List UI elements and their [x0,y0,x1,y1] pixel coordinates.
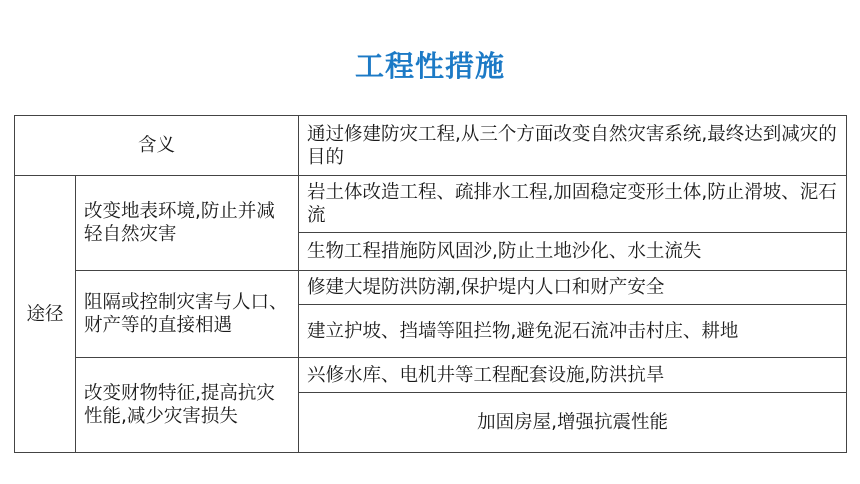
table-row [15,358,847,393]
group-name: 改变财物特征,提高抗灾性能,减少灾害损失 [76,358,299,453]
group-item: 建立护坡、挡墙等阻拦物,避免泥石流冲击村庄、耕地 [299,305,847,358]
page-title: 工程性措施 [354,49,505,83]
group-item: 加固房屋,增强抗震性能 [299,393,847,453]
group-item: 兴修水库、电机井等工程配套设施,防洪抗旱 [299,358,847,393]
measures-table [14,115,847,453]
group-name: 改变地表环境,防止并减轻自然灾害 [76,176,299,271]
table-row [15,271,847,305]
meaning-text: 通过修建防灾工程,从三个方面改变自然灾害系统,最终达到减灾的目的 [299,116,847,176]
table-row [15,176,847,233]
meaning-row [15,116,847,176]
group-item: 修建大堤防洪防潮,保护堤内人口和财产安全 [299,271,847,305]
meaning-label: 含义 [15,116,299,176]
group-item: 岩土体改造工程、疏排水工程,加固稳定变形土体,防止滑坡、泥石流 [299,176,847,233]
group-item: 生物工程措施防风固沙,防止土地沙化、水土流失 [299,233,847,271]
group-name: 阻隔或控制灾害与人口、财产等的直接相遇 [76,271,299,358]
path-label: 途径 [15,176,76,453]
